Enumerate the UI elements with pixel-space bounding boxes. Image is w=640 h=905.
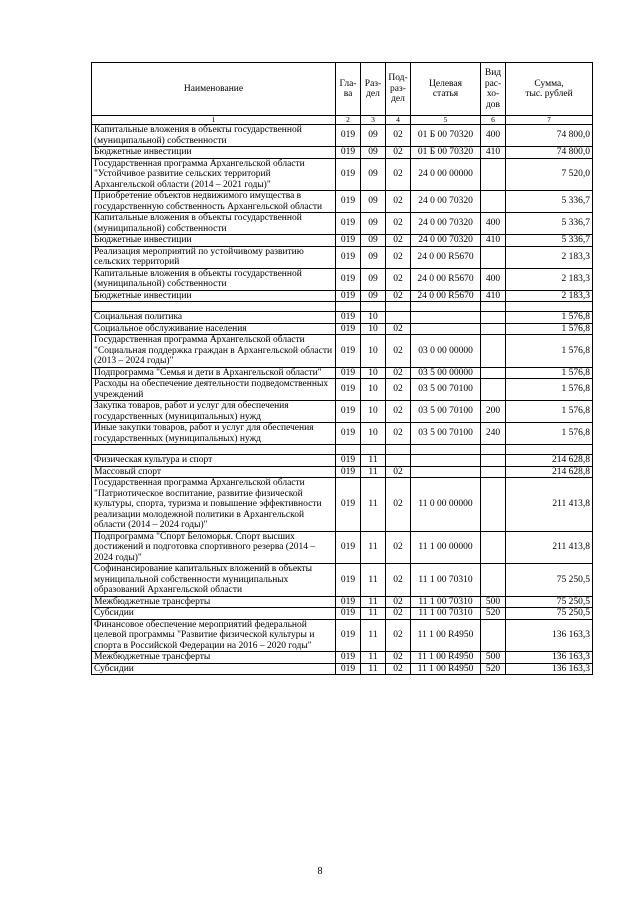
- column-number: 5: [411, 116, 481, 125]
- row-subsection: 02: [386, 564, 411, 597]
- row-subsection: [386, 302, 411, 312]
- row-subsection: 02: [386, 191, 411, 213]
- row-name: Подпрограмма "Спорт Беломорья. Спорт высших достижений и подготовка спортивного резерва (2014 – 2024 годы)": [92, 531, 336, 564]
- row-subsection: 02: [386, 290, 411, 302]
- row-expense-type: 520: [481, 663, 506, 675]
- row-section: 09: [361, 191, 386, 213]
- table-row: [92, 619, 593, 652]
- row-target-article: 11 1 00 R4950: [411, 663, 481, 675]
- row-target-article: [411, 312, 481, 324]
- row-section: 11: [361, 455, 386, 467]
- row-target-article: 24 0 00 R5670: [411, 268, 481, 290]
- table-row: [92, 290, 593, 302]
- row-name: Межбюджетные трансферты: [92, 596, 336, 608]
- row-subsection: 02: [386, 213, 411, 235]
- row-expense-type: [481, 312, 506, 324]
- row-name: Софинансирование капитальных вложений в объекты муниципальной собственности муниципальных образований Архангельской области: [92, 564, 336, 597]
- row-chapter: 019: [336, 652, 361, 664]
- row-chapter: 019: [336, 125, 361, 147]
- row-target-article: 11 1 00 70310: [411, 596, 481, 608]
- row-target-article: [411, 302, 481, 312]
- row-subsection: 02: [386, 401, 411, 423]
- row-chapter: 019: [336, 379, 361, 401]
- table-row-blank: [92, 302, 593, 312]
- page-number: 8: [317, 866, 323, 877]
- row-expense-type: 500: [481, 596, 506, 608]
- row-chapter: 019: [336, 596, 361, 608]
- row-subsection: 02: [386, 268, 411, 290]
- row-amount: 2 183,3: [506, 290, 593, 302]
- table-row: [92, 235, 593, 247]
- row-subsection: 02: [386, 379, 411, 401]
- row-chapter: 019: [336, 619, 361, 652]
- row-amount: 75 250,5: [506, 608, 593, 620]
- row-expense-type: 240: [481, 423, 506, 445]
- row-expense-type: 410: [481, 235, 506, 247]
- row-amount: 1 576,8: [506, 323, 593, 335]
- column-number: 2: [336, 116, 361, 125]
- row-name: Приобретение объектов недвижимого имущества в государственную собственность Архангельской области: [92, 191, 336, 213]
- header-subsection: Под- раз- дел: [386, 63, 411, 116]
- row-target-article: 24 0 00 R5670: [411, 246, 481, 268]
- row-section: 09: [361, 246, 386, 268]
- header-target-article: Целевая статья: [411, 63, 481, 116]
- row-chapter: 019: [336, 235, 361, 247]
- column-number-row: [92, 116, 593, 125]
- table-row: [92, 423, 593, 445]
- row-section: 11: [361, 619, 386, 652]
- row-amount: 5 336,7: [506, 235, 593, 247]
- column-number: 3: [361, 116, 386, 125]
- row-expense-type: 520: [481, 608, 506, 620]
- row-section: 09: [361, 290, 386, 302]
- row-subsection: 02: [386, 466, 411, 478]
- row-section: 11: [361, 531, 386, 564]
- row-target-article: 24 0 00 70320: [411, 213, 481, 235]
- row-chapter: 019: [336, 663, 361, 675]
- column-number: 6: [481, 116, 506, 125]
- table-row: [92, 455, 593, 467]
- row-subsection: 02: [386, 367, 411, 379]
- row-section: 09: [361, 268, 386, 290]
- row-target-article: 11 1 00 R4950: [411, 619, 481, 652]
- row-chapter: 019: [336, 564, 361, 597]
- row-target-article: 11 1 00 70310: [411, 564, 481, 597]
- table-row: [92, 323, 593, 335]
- row-expense-type: [481, 246, 506, 268]
- row-target-article: 01 Б 00 70320: [411, 125, 481, 147]
- row-subsection: 02: [386, 158, 411, 191]
- row-chapter: 019: [336, 367, 361, 379]
- row-expense-type: [481, 445, 506, 455]
- row-section: 09: [361, 158, 386, 191]
- row-amount: 211 413,8: [506, 478, 593, 532]
- row-section: 09: [361, 213, 386, 235]
- row-name: Расходы на обеспечение деятельности подведомственных учреждений: [92, 379, 336, 401]
- row-expense-type: 200: [481, 401, 506, 423]
- row-section: 10: [361, 312, 386, 324]
- row-section: 10: [361, 423, 386, 445]
- table-row: [92, 466, 593, 478]
- row-name: Социальное обслуживание населения: [92, 323, 336, 335]
- row-subsection: 02: [386, 235, 411, 247]
- row-name: Бюджетные инвестиции: [92, 235, 336, 247]
- row-chapter: 019: [336, 608, 361, 620]
- row-target-article: [411, 323, 481, 335]
- row-section: [361, 445, 386, 455]
- row-chapter: 019: [336, 213, 361, 235]
- row-target-article: 03 5 00 70100: [411, 379, 481, 401]
- row-expense-type: 400: [481, 268, 506, 290]
- table-row: [92, 158, 593, 191]
- table-row: [92, 379, 593, 401]
- row-name: Массовый спорт: [92, 466, 336, 478]
- row-subsection: 02: [386, 596, 411, 608]
- row-amount: 7 520,0: [506, 158, 593, 191]
- column-number: 7: [506, 116, 593, 125]
- row-section: 11: [361, 564, 386, 597]
- row-section: 10: [361, 379, 386, 401]
- row-chapter: 019: [336, 478, 361, 532]
- table-row: [92, 268, 593, 290]
- row-chapter: [336, 445, 361, 455]
- row-name: Закупка товаров, работ и услуг для обеспечения государственных (муниципальных) нужд: [92, 401, 336, 423]
- row-target-article: [411, 466, 481, 478]
- row-name: Реализация мероприятий по устойчивому развитию сельских территорий: [92, 246, 336, 268]
- row-section: 11: [361, 478, 386, 532]
- row-amount: 214 628,8: [506, 455, 593, 467]
- row-expense-type: 410: [481, 290, 506, 302]
- table-row: [92, 652, 593, 664]
- row-subsection: 02: [386, 608, 411, 620]
- header-chapter: Гла- ва: [336, 63, 361, 116]
- row-name: Иные закупки товаров, работ и услуг для обеспечения государственных (муниципальных) нужд: [92, 423, 336, 445]
- column-number: 1: [92, 116, 336, 125]
- row-chapter: 019: [336, 423, 361, 445]
- column-number: 4: [386, 116, 411, 125]
- row-name: [92, 445, 336, 455]
- row-target-article: 03 5 00 70100: [411, 423, 481, 445]
- table-row: [92, 663, 593, 675]
- row-target-article: [411, 455, 481, 467]
- row-subsection: 02: [386, 335, 411, 368]
- table-row: [92, 531, 593, 564]
- row-name: Капитальные вложения в объекты государственной (муниципальной) собственности: [92, 213, 336, 235]
- row-target-article: 24 0 00 R5670: [411, 290, 481, 302]
- row-subsection: 02: [386, 423, 411, 445]
- row-amount: 136 163,3: [506, 619, 593, 652]
- row-target-article: [411, 445, 481, 455]
- row-subsection: 02: [386, 478, 411, 532]
- header-name: Наименование: [92, 63, 336, 116]
- row-subsection: 02: [386, 147, 411, 159]
- row-section: 11: [361, 652, 386, 664]
- row-target-article: 11 1 00 70310: [411, 608, 481, 620]
- row-expense-type: [481, 367, 506, 379]
- row-expense-type: [481, 478, 506, 532]
- header-expense-type: Вид рас- хо- дов: [481, 63, 506, 116]
- row-name: Социальная политика: [92, 312, 336, 324]
- row-amount: 5 336,7: [506, 191, 593, 213]
- row-chapter: 019: [336, 323, 361, 335]
- row-subsection: [386, 455, 411, 467]
- header-amount: Сумма, тыс. рублей: [506, 63, 593, 116]
- row-chapter: 019: [336, 191, 361, 213]
- row-name: Финансовое обеспечение мероприятий федеральной целевой программы "Развитие физической культуры и спорта в Российской Федерации на 2016 – 2020 годы": [92, 619, 336, 652]
- row-section: 11: [361, 608, 386, 620]
- row-chapter: 019: [336, 455, 361, 467]
- row-chapter: 019: [336, 401, 361, 423]
- row-chapter: [336, 302, 361, 312]
- row-section: 10: [361, 401, 386, 423]
- row-chapter: 019: [336, 158, 361, 191]
- row-expense-type: [481, 302, 506, 312]
- table-row-blank: [92, 445, 593, 455]
- row-target-article: 03 0 00 00000: [411, 335, 481, 368]
- row-chapter: 019: [336, 246, 361, 268]
- row-expense-type: [481, 158, 506, 191]
- row-amount: 2 183,3: [506, 246, 593, 268]
- row-section: [361, 302, 386, 312]
- table-row: [92, 401, 593, 423]
- row-target-article: 24 0 00 70320: [411, 191, 481, 213]
- table-header-row: [92, 63, 593, 116]
- row-amount: 74 800,0: [506, 125, 593, 147]
- row-amount: 1 576,8: [506, 335, 593, 368]
- row-subsection: 02: [386, 125, 411, 147]
- row-name: Государственная программа Архангельской области "Патриотическое воспитание, развитие физической культуры, спорта, туризма и повышение эффективности реализации молодежной политики в Архангельской области (2014 – 2024 годы)": [92, 478, 336, 532]
- row-amount: [506, 302, 593, 312]
- table-row: [92, 596, 593, 608]
- row-subsection: 02: [386, 619, 411, 652]
- row-amount: 1 576,8: [506, 367, 593, 379]
- row-chapter: 019: [336, 290, 361, 302]
- table-row: [92, 312, 593, 324]
- row-section: 10: [361, 367, 386, 379]
- row-amount: 1 576,8: [506, 312, 593, 324]
- row-section: 11: [361, 466, 386, 478]
- row-name: Подпрограмма "Семья и дети в Архангельской области": [92, 367, 336, 379]
- row-target-article: 03 5 00 00000: [411, 367, 481, 379]
- row-section: 09: [361, 235, 386, 247]
- row-expense-type: [481, 564, 506, 597]
- row-chapter: 019: [336, 335, 361, 368]
- row-amount: 1 576,8: [506, 423, 593, 445]
- row-amount: 1 576,8: [506, 401, 593, 423]
- row-expense-type: [481, 619, 506, 652]
- row-amount: 74 800,0: [506, 147, 593, 159]
- row-name: Бюджетные инвестиции: [92, 290, 336, 302]
- row-target-article: 11 1 00 R4950: [411, 652, 481, 664]
- row-expense-type: [481, 323, 506, 335]
- table-row: [92, 191, 593, 213]
- row-expense-type: [481, 531, 506, 564]
- row-target-article: 24 0 00 70320: [411, 235, 481, 247]
- row-name: Капитальные вложения в объекты государственной (муниципальной) собственности: [92, 125, 336, 147]
- row-amount: 214 628,8: [506, 466, 593, 478]
- row-target-article: 03 5 00 70100: [411, 401, 481, 423]
- header-section: Раз- дел: [361, 63, 386, 116]
- table-row: [92, 335, 593, 368]
- row-amount: [506, 445, 593, 455]
- row-expense-type: [481, 191, 506, 213]
- table-row: [92, 125, 593, 147]
- row-expense-type: [481, 335, 506, 368]
- row-amount: 136 163,3: [506, 652, 593, 664]
- row-amount: 5 336,7: [506, 213, 593, 235]
- row-expense-type: 410: [481, 147, 506, 159]
- row-subsection: 02: [386, 652, 411, 664]
- row-subsection: [386, 312, 411, 324]
- row-name: Межбюджетные трансферты: [92, 652, 336, 664]
- row-subsection: [386, 445, 411, 455]
- row-amount: 2 183,3: [506, 268, 593, 290]
- row-chapter: 019: [336, 466, 361, 478]
- table-row: [92, 478, 593, 532]
- row-chapter: 019: [336, 147, 361, 159]
- row-name: Бюджетные инвестиции: [92, 147, 336, 159]
- table-row: [92, 564, 593, 597]
- budget-table: [91, 62, 593, 675]
- row-expense-type: [481, 379, 506, 401]
- row-subsection: 02: [386, 531, 411, 564]
- row-name: [92, 302, 336, 312]
- row-section: 10: [361, 335, 386, 368]
- row-expense-type: 400: [481, 125, 506, 147]
- row-expense-type: [481, 466, 506, 478]
- row-name: Государственная программа Архангельской области "Социальная поддержка граждан в Архангельской области (2013 – 2024 годы)": [92, 335, 336, 368]
- row-subsection: 02: [386, 663, 411, 675]
- row-name: Субсидии: [92, 663, 336, 675]
- row-expense-type: 400: [481, 213, 506, 235]
- table-row: [92, 213, 593, 235]
- row-target-article: 11 0 00 00000: [411, 478, 481, 532]
- row-section: 11: [361, 663, 386, 675]
- table-row: [92, 367, 593, 379]
- row-chapter: 019: [336, 531, 361, 564]
- row-expense-type: [481, 455, 506, 467]
- row-name: Физическая культура и спорт: [92, 455, 336, 467]
- row-amount: 211 413,8: [506, 531, 593, 564]
- row-name: Государственная программа Архангельской области "Устойчивое развитие сельских территорий Архангельской области (2014 – 2021 годы)": [92, 158, 336, 191]
- row-section: 09: [361, 147, 386, 159]
- row-subsection: 02: [386, 323, 411, 335]
- row-section: 11: [361, 596, 386, 608]
- row-target-article: 01 Б 00 70320: [411, 147, 481, 159]
- table-row: [92, 608, 593, 620]
- table-row: [92, 246, 593, 268]
- row-expense-type: 500: [481, 652, 506, 664]
- row-name: Субсидии: [92, 608, 336, 620]
- row-chapter: 019: [336, 268, 361, 290]
- row-name: Капитальные вложения в объекты государственной (муниципальной) собственности: [92, 268, 336, 290]
- table-row: [92, 147, 593, 159]
- row-subsection: 02: [386, 246, 411, 268]
- row-amount: 75 250,5: [506, 564, 593, 597]
- row-section: 10: [361, 323, 386, 335]
- row-target-article: 24 0 00 00000: [411, 158, 481, 191]
- row-target-article: 11 1 00 00000: [411, 531, 481, 564]
- row-section: 09: [361, 125, 386, 147]
- row-amount: 75 250,5: [506, 596, 593, 608]
- row-amount: 1 576,8: [506, 379, 593, 401]
- table-body: [92, 125, 593, 675]
- row-amount: 136 163,3: [506, 663, 593, 675]
- row-chapter: 019: [336, 312, 361, 324]
